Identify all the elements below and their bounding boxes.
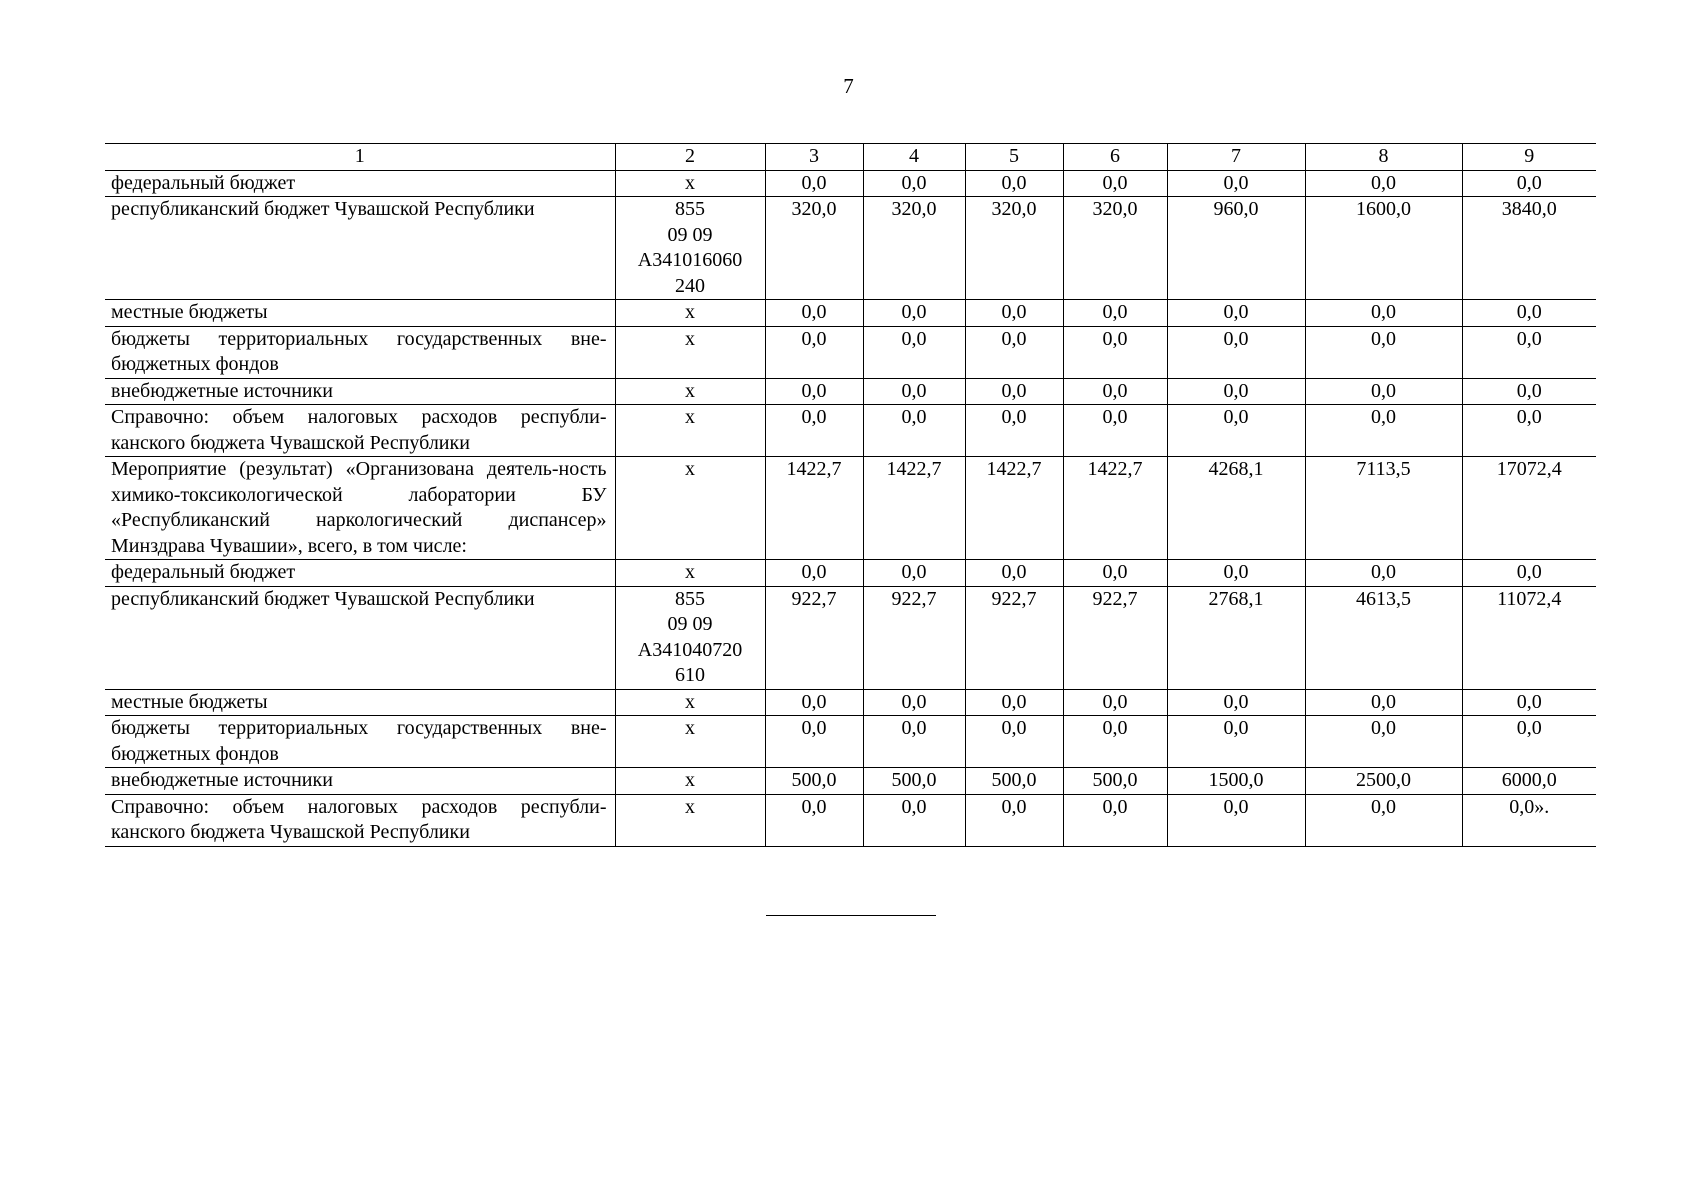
value-cell-col-8: 0,0: [1305, 716, 1462, 768]
value-cell-col-6: 1422,7: [1063, 457, 1167, 560]
row-name-cell: Мероприятие (результат) «Организована деятель-ность химико-токсикологической лаборатории БУ «Республиканский наркологический диспансер» Минздрава Чувашии», всего, в том числе:: [105, 457, 615, 560]
value-cell-col-9: 0,0».: [1462, 794, 1596, 846]
value-cell-col-5: 0,0: [965, 405, 1063, 457]
row-name-cell: местные бюджеты: [105, 689, 615, 716]
table-row: [105, 457, 1596, 560]
value-cell-col-5: 320,0: [965, 197, 1063, 300]
value-cell-col-6: 0,0: [1063, 378, 1167, 405]
value-cell-col-5: 0,0: [965, 794, 1063, 846]
budget-code-line: х: [685, 690, 695, 713]
row-name-cell: республиканский бюджет Чувашской Республики: [105, 586, 615, 689]
value-cell-col-9: 11072,4: [1462, 586, 1596, 689]
value-cell-col-9: 0,0: [1462, 170, 1596, 197]
value-cell-col-9: 0,0: [1462, 326, 1596, 378]
value-cell-col-3: 0,0: [765, 794, 863, 846]
table-row: [105, 405, 1596, 457]
value-cell-col-3: 500,0: [765, 768, 863, 795]
value-cell-col-9: 0,0: [1462, 560, 1596, 587]
value-cell-col-5: 0,0: [965, 378, 1063, 405]
budget-code-cell: [615, 716, 765, 768]
table-row: [105, 326, 1596, 378]
value-cell-col-3: 0,0: [765, 716, 863, 768]
value-cell-col-9: 0,0: [1462, 405, 1596, 457]
budget-code-cell: [615, 378, 765, 405]
value-cell-col-5: 1422,7: [965, 457, 1063, 560]
table-row: [105, 794, 1596, 846]
value-cell-col-7: 0,0: [1167, 378, 1305, 405]
page-number: 7: [843, 74, 854, 98]
budget-code-line: 09 09: [667, 613, 713, 635]
budget-code-cell: [615, 560, 765, 587]
value-cell-col-8: 0,0: [1305, 560, 1462, 587]
value-cell-col-7: 0,0: [1167, 326, 1305, 378]
value-cell-col-7: 0,0: [1167, 405, 1305, 457]
value-cell-col-5: 500,0: [965, 768, 1063, 795]
value-cell-col-5: 0,0: [965, 170, 1063, 197]
budget-code-line: 09 09: [667, 223, 713, 246]
value-cell-col-3: 0,0: [765, 300, 863, 327]
table-row: [105, 689, 1596, 716]
budget-code-line: х: [685, 171, 695, 194]
row-name-cell: внебюджетные источники: [105, 768, 615, 795]
value-cell-col-6: 0,0: [1063, 300, 1167, 327]
header-cell: 8: [1305, 144, 1462, 171]
value-cell-col-6: 922,7: [1063, 586, 1167, 689]
row-name-cell: Справочно: объем налоговых расходов республи-канского бюджета Чувашской Республики: [105, 405, 615, 457]
value-cell-col-5: 0,0: [965, 300, 1063, 327]
header-cell: 9: [1462, 144, 1596, 171]
row-name-cell: бюджеты территориальных государственных вне-бюджетных фондов: [105, 716, 615, 768]
budget-code-line: 610: [675, 664, 705, 686]
budget-code-cell: [615, 457, 765, 560]
row-name-cell: внебюджетные источники: [105, 378, 615, 405]
budget-code-line: 855: [675, 587, 705, 610]
row-name-cell: федеральный бюджет: [105, 170, 615, 197]
table-row: [105, 378, 1596, 405]
value-cell-col-9: 0,0: [1462, 300, 1596, 327]
value-cell-col-4: 320,0: [863, 197, 965, 300]
budget-code-line: х: [685, 561, 695, 583]
value-cell-col-4: 0,0: [863, 794, 965, 846]
value-cell-col-4: 0,0: [863, 716, 965, 768]
table-row: [105, 300, 1596, 327]
value-cell-col-8: 0,0: [1305, 405, 1462, 457]
value-cell-col-9: 6000,0: [1462, 768, 1596, 795]
budget-code-line: х: [685, 458, 695, 480]
value-cell-col-7: 0,0: [1167, 716, 1305, 768]
value-cell-col-4: 0,0: [863, 378, 965, 405]
value-cell-col-4: 1422,7: [863, 457, 965, 560]
value-cell-col-6: 320,0: [1063, 197, 1167, 300]
budget-code-cell: [615, 300, 765, 327]
table-row: [105, 586, 1596, 689]
value-cell-col-8: 4613,5: [1305, 586, 1462, 689]
value-cell-col-6: 0,0: [1063, 794, 1167, 846]
value-cell-col-6: 0,0: [1063, 689, 1167, 716]
row-name-cell: местные бюджеты: [105, 300, 615, 327]
value-cell-col-8: 2500,0: [1305, 768, 1462, 795]
value-cell-col-8: 0,0: [1305, 689, 1462, 716]
header-cell: 7: [1167, 144, 1305, 171]
value-cell-col-7: 0,0: [1167, 560, 1305, 587]
table-row: [105, 716, 1596, 768]
value-cell-col-7: 0,0: [1167, 170, 1305, 197]
budget-code-line: 240: [675, 274, 705, 297]
value-cell-col-7: 4268,1: [1167, 457, 1305, 560]
budget-code-cell: [615, 794, 765, 846]
budget-code-line: х: [685, 795, 695, 818]
value-cell-col-4: 0,0: [863, 689, 965, 716]
value-cell-col-8: 1600,0: [1305, 197, 1462, 300]
value-cell-col-4: 922,7: [863, 586, 965, 689]
table-row: [105, 768, 1596, 795]
budget-code-line: А341040720: [637, 638, 743, 661]
budget-code-line: 855: [675, 198, 705, 220]
value-cell-col-3: 0,0: [765, 560, 863, 587]
header-cell: 6: [1063, 144, 1167, 171]
value-cell-col-3: 1422,7: [765, 457, 863, 560]
value-cell-col-7: 2768,1: [1167, 586, 1305, 689]
value-cell-col-8: 0,0: [1305, 794, 1462, 846]
value-cell-col-8: 0,0: [1305, 170, 1462, 197]
value-cell-col-9: 0,0: [1462, 689, 1596, 716]
value-cell-col-4: 0,0: [863, 405, 965, 457]
value-cell-col-4: 0,0: [863, 300, 965, 327]
value-cell-col-5: 922,7: [965, 586, 1063, 689]
budget-code-line: х: [685, 769, 695, 791]
budget-code-cell: [615, 197, 765, 300]
value-cell-col-4: 0,0: [863, 560, 965, 587]
header-cell: 4: [863, 144, 965, 171]
value-cell-col-6: 0,0: [1063, 170, 1167, 197]
value-cell-col-8: 0,0: [1305, 378, 1462, 405]
value-cell-col-7: 0,0: [1167, 794, 1305, 846]
end-rule: [766, 915, 936, 916]
value-cell-col-3: 0,0: [765, 170, 863, 197]
budget-code-cell: [615, 405, 765, 457]
value-cell-col-5: 0,0: [965, 326, 1063, 378]
budget-code-line: х: [685, 379, 695, 402]
row-name-cell: Справочно: объем налоговых расходов республи-канского бюджета Чувашской Республики: [105, 794, 615, 846]
header-row: [105, 144, 1596, 171]
value-cell-col-9: 17072,4: [1462, 457, 1596, 560]
value-cell-col-6: 500,0: [1063, 768, 1167, 795]
value-cell-col-4: 0,0: [863, 326, 965, 378]
header-cell: 2: [615, 144, 765, 171]
budget-code-line: х: [685, 717, 695, 739]
budget-code-cell: [615, 170, 765, 197]
value-cell-col-4: 0,0: [863, 170, 965, 197]
header-cell: 5: [965, 144, 1063, 171]
value-cell-col-7: 960,0: [1167, 197, 1305, 300]
budget-code-line: А341016060: [637, 249, 743, 271]
budget-code-line: х: [685, 301, 695, 323]
value-cell-col-6: 0,0: [1063, 560, 1167, 587]
value-cell-col-3: 0,0: [765, 405, 863, 457]
row-name-cell: бюджеты территориальных государственных вне-бюджетных фондов: [105, 326, 615, 378]
value-cell-col-3: 0,0: [765, 378, 863, 405]
value-cell-col-6: 0,0: [1063, 326, 1167, 378]
value-cell-col-8: 0,0: [1305, 326, 1462, 378]
value-cell-col-7: 1500,0: [1167, 768, 1305, 795]
value-cell-col-9: 0,0: [1462, 378, 1596, 405]
value-cell-col-6: 0,0: [1063, 716, 1167, 768]
header-cell: 1: [105, 144, 615, 171]
value-cell-col-8: 7113,5: [1305, 457, 1462, 560]
table-row: [105, 170, 1596, 197]
row-name-cell: федеральный бюджет: [105, 560, 615, 587]
value-cell-col-6: 0,0: [1063, 405, 1167, 457]
value-cell-col-5: 0,0: [965, 716, 1063, 768]
table-body: [105, 144, 1596, 847]
value-cell-col-3: 922,7: [765, 586, 863, 689]
header-cell: 3: [765, 144, 863, 171]
value-cell-col-7: 0,0: [1167, 689, 1305, 716]
value-cell-col-3: 0,0: [765, 326, 863, 378]
budget-code-line: х: [685, 406, 695, 428]
value-cell-col-7: 0,0: [1167, 300, 1305, 327]
value-cell-col-5: 0,0: [965, 560, 1063, 587]
budget-table: [105, 143, 1596, 847]
value-cell-col-3: 0,0: [765, 689, 863, 716]
value-cell-col-8: 0,0: [1305, 300, 1462, 327]
value-cell-col-4: 500,0: [863, 768, 965, 795]
budget-code-cell: [615, 768, 765, 795]
budget-code-line: х: [685, 327, 695, 350]
budget-code-cell: [615, 326, 765, 378]
budget-code-cell: [615, 586, 765, 689]
table-row: [105, 197, 1596, 300]
value-cell-col-5: 0,0: [965, 689, 1063, 716]
value-cell-col-9: 3840,0: [1462, 197, 1596, 300]
value-cell-col-3: 320,0: [765, 197, 863, 300]
budget-code-cell: [615, 689, 765, 716]
table-row: [105, 560, 1596, 587]
row-name-cell: республиканский бюджет Чувашской Республики: [105, 197, 615, 300]
value-cell-col-9: 0,0: [1462, 716, 1596, 768]
